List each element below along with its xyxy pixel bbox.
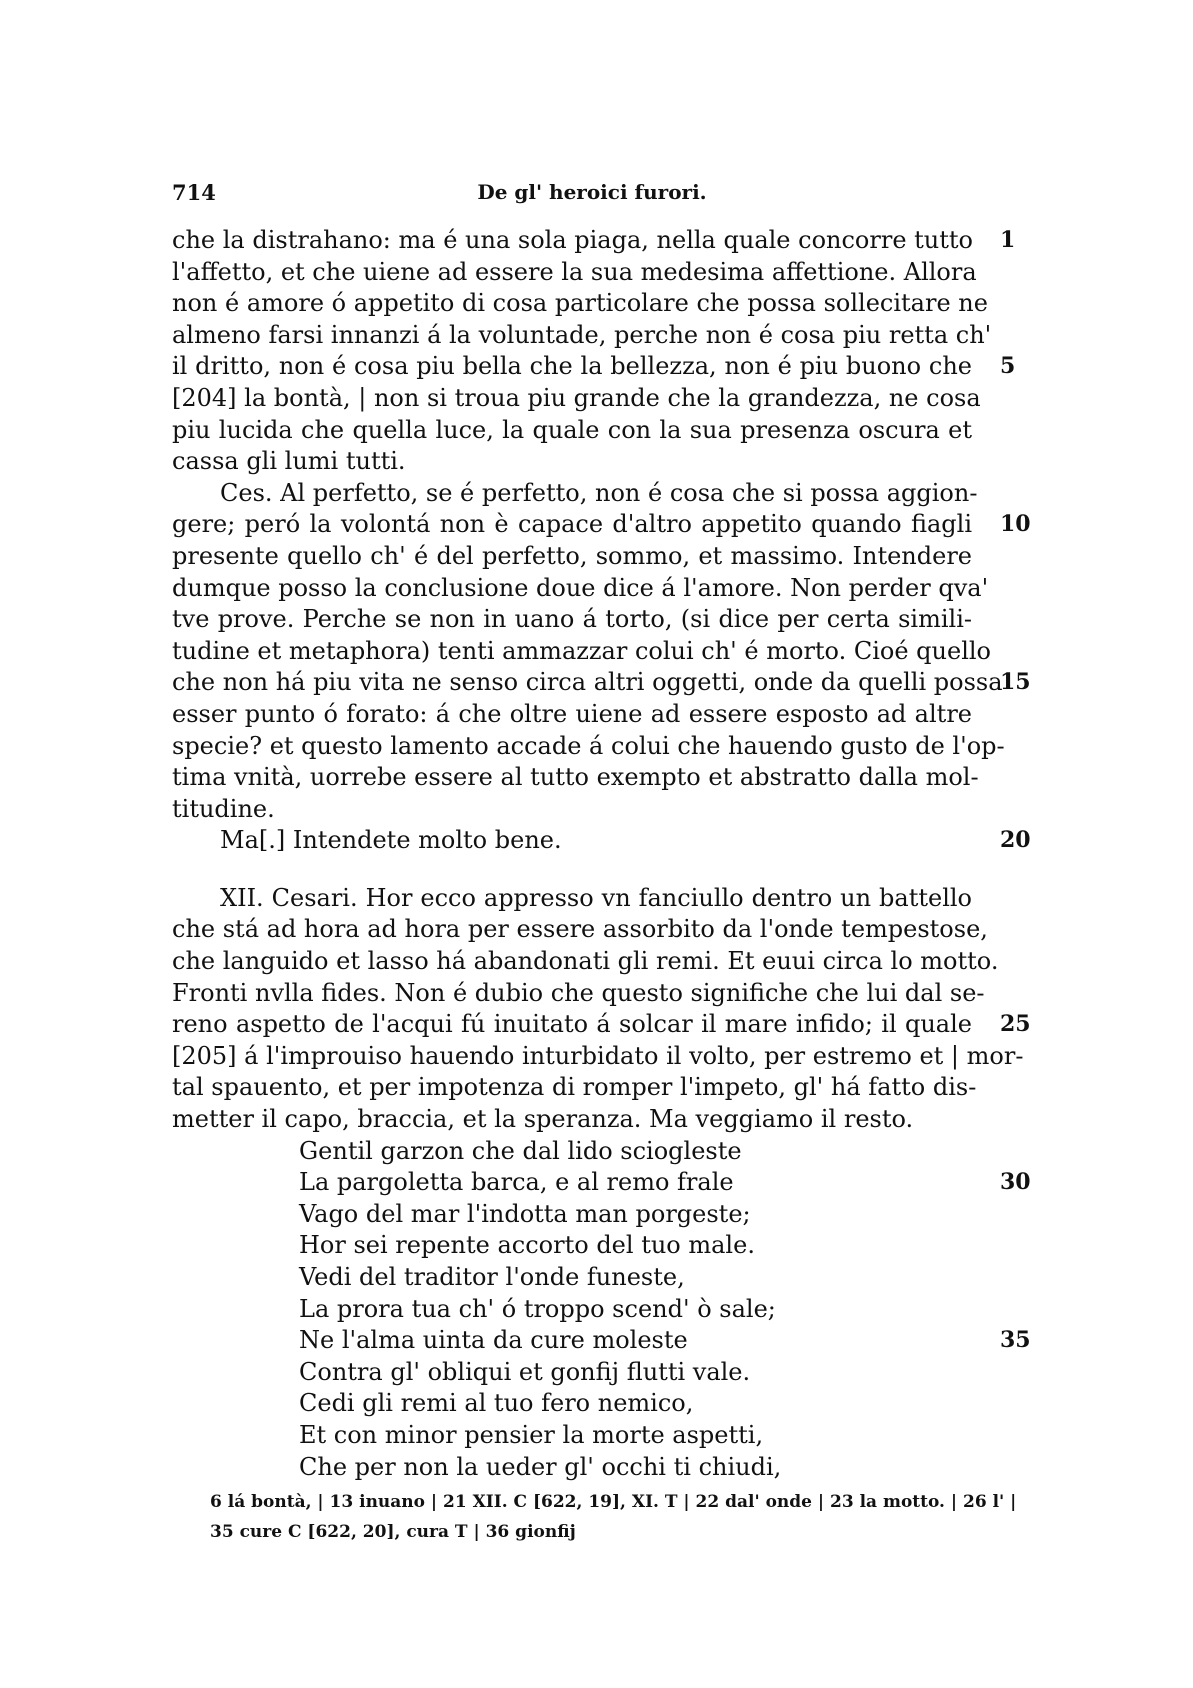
line-text: Ces. Al perfetto, se é perfetto, non é cosa che si possa aggion- bbox=[220, 478, 978, 507]
line-text: Ne l'alma uinta da cure moleste bbox=[299, 1326, 688, 1355]
line-text: La pargoletta barca, e al remo frale bbox=[299, 1168, 734, 1197]
line-text: [205] á l'improuiso hauendo inturbidato il volto, per estremo et | mor- bbox=[172, 1041, 1024, 1070]
line-text: Et con minor pensier la morte aspetti, bbox=[299, 1420, 764, 1449]
text-line bbox=[172, 946, 999, 978]
verse-line bbox=[172, 1420, 972, 1452]
footnotes bbox=[210, 1487, 1070, 1547]
line-text: che la distrahano: ma é una sola piaga, nella quale concorre tutto bbox=[172, 226, 973, 254]
running-title: De gl' heroici furori. bbox=[477, 180, 707, 204]
line-number: 15 bbox=[1000, 669, 1031, 696]
line-number: 35 bbox=[1000, 1327, 1031, 1354]
verse-line bbox=[172, 1357, 972, 1389]
verse-line bbox=[172, 1262, 972, 1294]
verse-line bbox=[172, 1136, 972, 1168]
line-text: metter il capo, braccia, et la speranza. Ma veggiamo il resto. bbox=[172, 1105, 914, 1134]
line-text: l'affetto, et che uiene ad essere la sua medesima affettione. Allora bbox=[172, 257, 977, 286]
text-line bbox=[172, 883, 972, 915]
line-text: almeno farsi innanzi á la voluntade, perche non é cosa piu retta ch' bbox=[172, 320, 992, 349]
line-text: Gentil garzon che dal lido sciogleste bbox=[299, 1136, 742, 1165]
verse-line bbox=[172, 1388, 972, 1420]
line-text: Che per non la ueder gl' occhi ti chiudi, bbox=[299, 1452, 782, 1481]
text-line bbox=[172, 794, 972, 826]
section-gap bbox=[172, 857, 972, 883]
text-line bbox=[172, 604, 972, 636]
line-text: XII. Cesari. Hor ecco appresso vn fanciullo dentro un battello bbox=[220, 883, 972, 912]
footnote-line: 6 lá bontà, | 13 inuano | 21 XII. C [622, 19], XI. T | 22 dal' onde | 23 la motto. | 26 l' | bbox=[210, 1492, 1017, 1512]
line-text: Vago del mar l'indotta man porgeste; bbox=[299, 1199, 751, 1228]
text-line bbox=[172, 667, 1031, 699]
text-line bbox=[172, 320, 992, 352]
text-line bbox=[172, 636, 991, 668]
verse-line bbox=[172, 1199, 972, 1231]
text-line bbox=[172, 1072, 977, 1104]
text-line bbox=[172, 825, 1031, 857]
line-number: 30 bbox=[1000, 1169, 1031, 1196]
line-text: La prora tua ch' ó troppo scend' ò sale; bbox=[299, 1294, 776, 1323]
verse-line bbox=[172, 1452, 972, 1484]
line-text: tudine et metaphora) tenti ammazzar colui ch' é morto. Cioé quello bbox=[172, 636, 991, 665]
line-text: piu lucida che quella luce, la quale con la sua presenza oscura et bbox=[172, 415, 972, 444]
main-text bbox=[172, 225, 1031, 1483]
text-line bbox=[172, 762, 979, 794]
text-line bbox=[172, 415, 972, 447]
verse-line bbox=[172, 1294, 972, 1326]
text-line bbox=[172, 225, 1016, 257]
line-number: 5 bbox=[1000, 353, 1016, 380]
page-header bbox=[172, 180, 1012, 210]
text-line bbox=[172, 478, 978, 510]
text-line bbox=[172, 1041, 1024, 1073]
line-text: cassa gli lumi tutti. bbox=[172, 447, 406, 476]
text-line bbox=[172, 1104, 972, 1136]
line-text: il dritto, non é cosa piu bella che la bellezza, non é piu buono che bbox=[172, 352, 972, 381]
footnote-line: 35 cure C [622, 20], cura T | 36 gionfij bbox=[210, 1522, 576, 1542]
line-text: tima vnità, uorrebe essere al tutto exempto et abstratto dalla mol- bbox=[172, 763, 979, 792]
line-text: tve prove. Perche se non in uano á torto, (si dice per certa simili- bbox=[172, 605, 972, 634]
text-line bbox=[172, 699, 972, 731]
line-text: che stá ad hora ad hora per essere assorbito da l'onde tempestose, bbox=[172, 915, 988, 944]
text-line bbox=[172, 914, 988, 946]
verse-line bbox=[172, 1230, 972, 1262]
verse-line bbox=[172, 1167, 1031, 1199]
text-line bbox=[172, 383, 981, 415]
line-text: dumque posso la conclusione doue dice á l'amore. Non perder qva' bbox=[172, 573, 989, 602]
text-line bbox=[172, 509, 1031, 541]
text-line bbox=[172, 351, 1016, 383]
line-text: Cedi gli remi al tuo fero nemico, bbox=[299, 1389, 694, 1418]
text-line bbox=[172, 541, 972, 573]
line-text: [204] la bontà, | non si troua piu grande che la grandezza, ne cosa bbox=[172, 383, 981, 412]
text-line bbox=[172, 257, 977, 289]
text-line bbox=[172, 731, 1005, 763]
line-text: gere; peró la volontá non è capace d'altro appetito quando fiagli bbox=[172, 510, 972, 539]
line-text: esser punto ó forato: á che oltre uiene ad essere esposto ad altre bbox=[172, 699, 972, 728]
line-number: 1 bbox=[1000, 227, 1016, 253]
page-number: 714 bbox=[172, 180, 216, 205]
line-text: presente quello ch' é del perfetto, sommo, et massimo. Intendere bbox=[172, 541, 972, 570]
text-line bbox=[172, 288, 988, 320]
text-line bbox=[172, 446, 972, 478]
text-line bbox=[172, 978, 985, 1010]
text-line bbox=[172, 573, 989, 605]
line-text: che non há piu vita ne senso circa altri oggetti, onde da quelli possa bbox=[172, 668, 1003, 697]
line-text: non é amore ó appetito di cosa particolare che possa sollecitare ne bbox=[172, 289, 988, 318]
line-text: titudine. bbox=[172, 794, 275, 823]
line-text: Ma[.] Intendete molto bene. bbox=[220, 826, 562, 855]
line-text: specie? et questo lamento accade á colui che hauendo gusto de l'op- bbox=[172, 731, 1005, 760]
text-line bbox=[172, 1009, 1031, 1041]
line-text: Vedi del traditor l'onde funeste, bbox=[299, 1263, 685, 1291]
line-text: Contra gl' obliqui et gonfij flutti vale. bbox=[299, 1357, 751, 1386]
line-text: Fronti nvlla fides. Non é dubio che questo significhe che lui dal se- bbox=[172, 978, 985, 1007]
line-text: reno aspetto de l'acqui fú inuitato á solcar il mare infido; il quale bbox=[172, 1010, 972, 1039]
line-text: Hor sei repente accorto del tuo male. bbox=[299, 1231, 755, 1260]
verse-line bbox=[172, 1325, 1031, 1357]
line-text: che languido et lasso há abandonati gli remi. Et euui circa lo motto. bbox=[172, 947, 999, 976]
line-text: tal spauento, et per impotenza di romper l'impeto, gl' há fatto dis- bbox=[172, 1073, 977, 1102]
line-number: 10 bbox=[1000, 511, 1031, 538]
line-number: 20 bbox=[1000, 827, 1031, 854]
line-number: 25 bbox=[1000, 1011, 1031, 1038]
